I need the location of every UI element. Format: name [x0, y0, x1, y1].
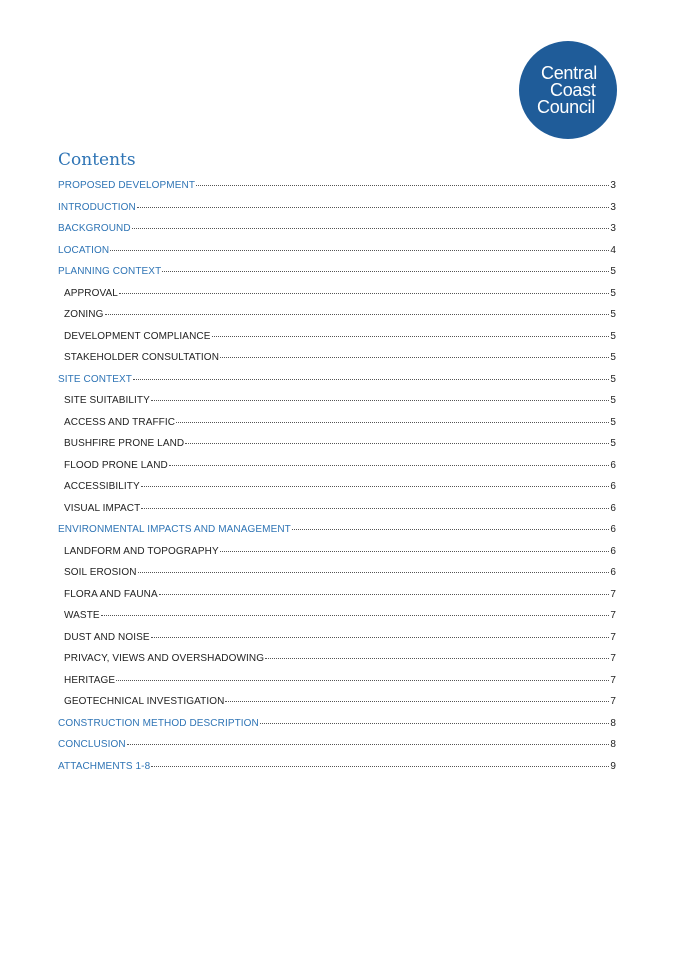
toc-entry-label[interactable]: CONCLUSION — [58, 739, 126, 750]
toc-entry-page-number[interactable]: 5 — [610, 287, 616, 299]
toc-dot-leader — [169, 465, 609, 466]
toc-entry-page-number[interactable]: 7 — [610, 631, 616, 643]
toc-entry[interactable] — [58, 589, 616, 611]
toc-dot-leader — [127, 744, 610, 745]
toc-entry[interactable] — [58, 718, 616, 740]
toc-entry-label[interactable]: FLOOD PRONE LAND — [64, 459, 168, 471]
contents-heading: Contents — [58, 150, 136, 170]
toc-entry[interactable] — [58, 481, 616, 503]
toc-entry-label[interactable]: SITE CONTEXT — [58, 373, 132, 385]
toc-dot-leader — [151, 637, 610, 638]
toc-entry-label[interactable]: APPROVAL — [64, 287, 118, 299]
toc-dot-leader — [116, 680, 609, 681]
toc-entry[interactable] — [58, 632, 616, 654]
toc-entry-page-number[interactable]: 8 — [610, 739, 616, 750]
toc-dot-leader — [292, 529, 609, 530]
toc-entry-page-number[interactable]: 5 — [610, 373, 616, 385]
toc-entry-page-number[interactable]: 6 — [610, 545, 616, 557]
toc-dot-leader — [220, 357, 609, 358]
toc-dot-leader — [151, 766, 609, 767]
toc-entry-label[interactable]: HERITAGE — [64, 674, 116, 686]
toc-dot-leader — [133, 379, 609, 380]
toc-entry-page-number[interactable]: 5 — [610, 330, 616, 342]
toc-dot-leader — [101, 615, 610, 616]
toc-entry-page-number[interactable]: 4 — [610, 244, 616, 256]
toc-dot-leader — [119, 293, 609, 294]
toc-entry[interactable] — [58, 417, 616, 439]
toc-entry[interactable] — [58, 567, 616, 589]
toc-entry-page-number[interactable]: 5 — [610, 352, 616, 363]
toc-entry-page-number[interactable]: 5 — [610, 266, 616, 277]
toc-entry-label[interactable]: LANDFORM AND TOPOGRAPHY — [64, 545, 219, 557]
toc-entry-page-number[interactable]: 6 — [610, 459, 616, 471]
toc-dot-leader — [151, 400, 609, 401]
toc-entry[interactable] — [58, 610, 616, 632]
toc-dot-leader — [141, 486, 610, 487]
toc-entry-page-number[interactable]: 3 — [610, 223, 616, 234]
toc-entry-label[interactable]: SITE SUITABILITY — [64, 395, 150, 406]
toc-entry[interactable] — [58, 266, 616, 288]
toc-entry-page-number[interactable]: 3 — [610, 201, 616, 213]
toc-dot-leader — [105, 314, 610, 315]
toc-entry-page-number[interactable]: 7 — [610, 588, 616, 600]
toc-dot-leader — [265, 658, 609, 659]
toc-dot-leader — [159, 594, 610, 595]
toc-entry-label[interactable]: FLORA AND FAUNA — [64, 588, 158, 600]
toc-dot-leader — [162, 271, 609, 272]
toc-entry-label[interactable]: PLANNING CONTEXT — [58, 266, 162, 277]
toc-entry[interactable] — [58, 653, 616, 675]
toc-entry[interactable] — [58, 739, 616, 761]
toc-entry-page-number[interactable]: 7 — [610, 674, 616, 686]
toc-entry-label[interactable]: ENVIRONMENTAL IMPACTS AND MANAGEMENT — [58, 524, 291, 535]
toc-entry-label[interactable]: CONSTRUCTION METHOD DESCRIPTION — [58, 717, 259, 729]
toc-entry[interactable] — [58, 696, 616, 718]
toc-entry-page-number[interactable]: 6 — [610, 502, 616, 514]
toc-entry[interactable] — [58, 503, 616, 525]
table-of-contents — [58, 180, 616, 782]
toc-entry[interactable] — [58, 245, 616, 267]
toc-dot-leader — [132, 228, 610, 229]
toc-entry-label[interactable]: VISUAL IMPACT — [64, 502, 141, 514]
toc-entry-page-number[interactable]: 8 — [610, 717, 616, 729]
toc-entry-page-number[interactable]: 3 — [610, 180, 616, 191]
logo-line-1: Central — [541, 62, 597, 83]
toc-entry-page-number[interactable]: 7 — [610, 610, 616, 621]
toc-dot-leader — [185, 443, 609, 444]
toc-entry[interactable] — [58, 309, 616, 331]
toc-entry[interactable] — [58, 331, 616, 353]
toc-entry-page-number[interactable]: 5 — [610, 416, 616, 428]
toc-entry[interactable] — [58, 352, 616, 374]
toc-entry-label[interactable]: PRIVACY, VIEWS AND OVERSHADOWING — [64, 653, 265, 664]
toc-entry-label[interactable]: WASTE — [64, 610, 100, 621]
toc-entry-label[interactable]: BACKGROUND — [58, 223, 131, 234]
toc-entry-label[interactable]: SOIL EROSION — [64, 567, 137, 578]
toc-entry-page-number[interactable]: 7 — [610, 653, 616, 664]
toc-entry[interactable] — [58, 288, 616, 310]
toc-entry-page-number[interactable]: 5 — [610, 395, 616, 406]
toc-dot-leader — [141, 508, 609, 509]
toc-dot-leader — [220, 551, 610, 552]
toc-dot-leader — [260, 723, 609, 724]
toc-dot-leader — [110, 250, 609, 251]
toc-entry-label[interactable]: LOCATION — [58, 244, 110, 256]
toc-entry-label[interactable]: GEOTECHNICAL INVESTIGATION — [64, 696, 225, 707]
toc-entry-page-number[interactable]: 6 — [610, 567, 616, 578]
toc-entry-page-number[interactable]: 6 — [610, 481, 616, 492]
toc-entry-label[interactable]: BUSHFIRE PRONE LAND — [64, 438, 185, 449]
toc-entry-label[interactable]: ATTACHMENTS 1-8 — [58, 760, 151, 772]
toc-entry-label[interactable]: INTRODUCTION — [58, 201, 136, 213]
toc-entry[interactable] — [58, 223, 616, 245]
toc-entry-label[interactable]: DEVELOPMENT COMPLIANCE — [64, 330, 211, 342]
toc-entry[interactable] — [58, 524, 616, 546]
logo-line-2: Coast — [550, 79, 596, 100]
toc-entry[interactable] — [58, 202, 616, 224]
toc-dot-leader — [212, 336, 610, 337]
toc-entry[interactable] — [58, 546, 616, 568]
toc-dot-leader — [137, 207, 609, 208]
toc-dot-leader — [176, 422, 609, 423]
toc-dot-leader — [196, 185, 609, 186]
toc-entry[interactable] — [58, 460, 616, 482]
toc-entry[interactable] — [58, 395, 616, 417]
toc-entry-label[interactable]: ACCESSIBILITY — [64, 481, 140, 492]
toc-entry-page-number[interactable]: 7 — [610, 696, 616, 707]
toc-entry-page-number[interactable]: 6 — [610, 524, 616, 535]
toc-entry-label[interactable]: PROPOSED DEVELOPMENT — [58, 180, 196, 191]
toc-entry-page-number[interactable]: 9 — [610, 760, 616, 772]
toc-entry-page-number[interactable]: 5 — [610, 438, 616, 449]
toc-entry-label[interactable]: ZONING — [64, 309, 104, 320]
toc-entry[interactable] — [58, 180, 616, 202]
toc-entry-page-number[interactable]: 5 — [610, 309, 616, 320]
toc-entry-label[interactable]: ACCESS AND TRAFFIC — [64, 416, 176, 428]
toc-entry[interactable] — [58, 675, 616, 697]
toc-entry-label[interactable]: STAKEHOLDER CONSULTATION — [64, 352, 220, 363]
logo-line-3: Council — [537, 96, 595, 117]
toc-entry[interactable] — [58, 374, 616, 396]
council-logo — [519, 41, 617, 139]
toc-entry[interactable] — [58, 438, 616, 460]
toc-dot-leader — [225, 701, 609, 702]
toc-entry-label[interactable]: DUST AND NOISE — [64, 631, 150, 643]
toc-dot-leader — [138, 572, 610, 573]
toc-entry[interactable] — [58, 761, 616, 783]
